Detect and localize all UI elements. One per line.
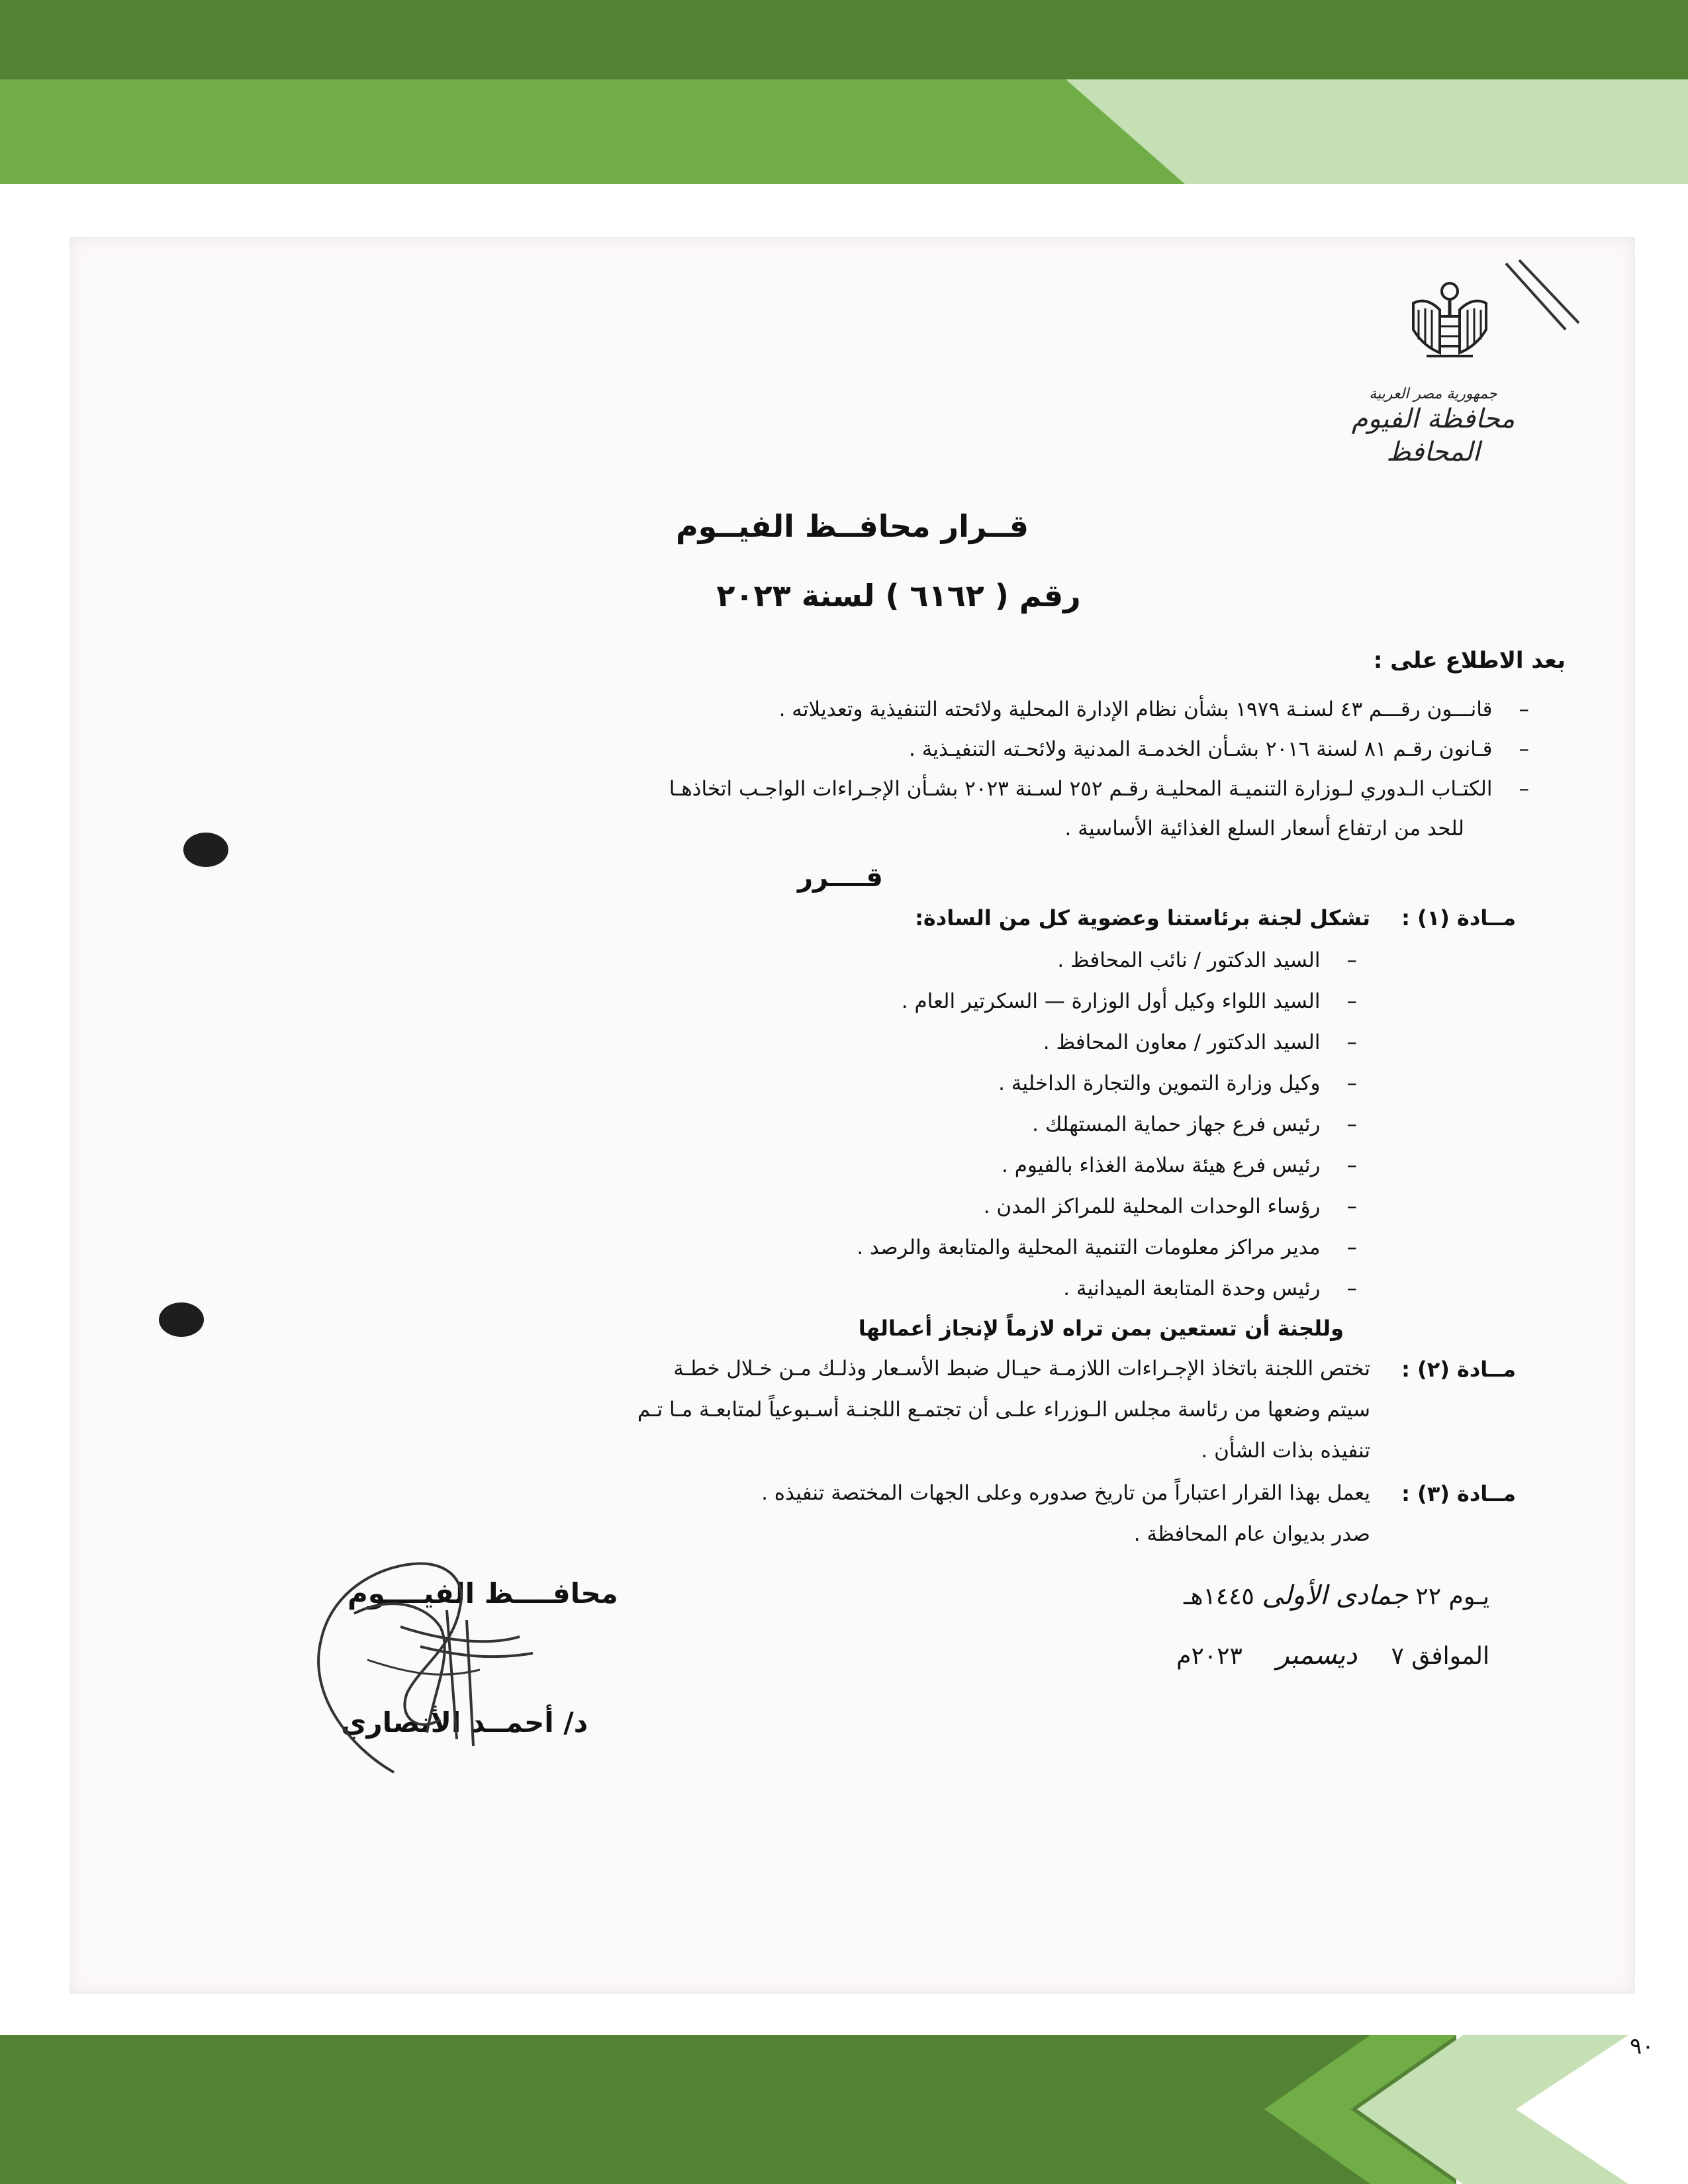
member-text: السيد الدكتور / معاون المحافظ .	[1043, 1030, 1321, 1054]
preamble-item-text: قانـــون رقـــم ٤٣ لسنـة ١٩٧٩ بشأن نظام الإدارة المحلية ولائحته التنفيذية وتعديلاته .	[778, 698, 1493, 721]
hijri-date	[1184, 1580, 1489, 1611]
member-item: –السيد الدكتور / نائب المحافظ .	[1057, 948, 1357, 972]
gregorian-day-label: الموافق ٧	[1391, 1643, 1489, 1670]
article-2-line: سيتم وضعها من رئاسة مجلس الـوزراء علـى أن تجتمـع اللجنـة أسـبوعياً لمتابعـة مـا تـم	[637, 1398, 1370, 1422]
hijri-month-handwritten: جمادى الأولى	[1262, 1580, 1408, 1611]
handwritten-signature	[268, 1494, 586, 1799]
signatory-name: د/ أحمــد الأنصاري	[341, 1706, 588, 1739]
punch-hole	[183, 833, 228, 867]
member-item: –رئيس فرع جهاز حماية المستهلك .	[1032, 1113, 1357, 1136]
header-dark-stripe	[0, 0, 1688, 79]
article-1-closing: وللجنة أن تستعين بمن تراه لازماً لإنجاز أعمالها	[858, 1316, 1344, 1341]
member-text: وكيل وزارة التموين والتجارة الداخلية .	[998, 1071, 1321, 1095]
article-1-text: تشكل لجنة برئاستنا وعضوية كل من السادة:	[915, 905, 1370, 931]
hijri-year: ١٤٤٥هـ	[1183, 1583, 1254, 1610]
preamble-item: –الكتـاب الـدوري لـوزارة التنميـة المحليـة رقـم ٢٥٢ لسـنة ٢٠٢٣ بشـأن الإجـراءات الواجـب اتخاذهـا	[669, 777, 1529, 801]
gregorian-year: ٢٠٢٣م	[1176, 1643, 1243, 1670]
letterhead-office: المحافظ	[1386, 437, 1480, 467]
member-text: رئيس وحدة المتابعة الميدانية .	[1063, 1277, 1321, 1300]
article-2-line: تنفيذه بذات الشأن .	[1201, 1439, 1370, 1463]
letterhead-governorate: محافظة الفيوم	[1351, 404, 1515, 434]
member-item: –وكيل وزارة التموين والتجارة الداخلية .	[998, 1071, 1357, 1095]
article-3-text: يعمل بهذا القرار اعتباراً من تاريخ صدوره وعلى الجهات المختصة تنفيذه .	[761, 1481, 1370, 1505]
article-3-issued: صدر بديوان عام المحافظة .	[1133, 1522, 1370, 1546]
member-text: رئيس فرع هيئة سلامة الغذاء بالفيوم .	[1002, 1154, 1321, 1177]
corner-check-marks	[1499, 257, 1585, 343]
gregorian-date	[1176, 1640, 1489, 1670]
member-item: –مدير مراكز معلومات التنمية المحلية والمتابعة والرصد .	[857, 1236, 1357, 1259]
preamble-item: –قانـــون رقـــم ٤٣ لسنـة ١٩٧٩ بشأن نظام الإدارة المحلية ولائحته التنفيذية وتعديلاته .	[778, 698, 1529, 721]
preamble-heading: بعد الاطلاع على :	[1373, 647, 1566, 674]
member-text: مدير مراكز معلومات التنمية المحلية والمتابعة والرصد .	[857, 1236, 1321, 1259]
punch-hole	[159, 1302, 204, 1337]
member-text: رئيس فرع جهاز حماية المستهلك .	[1032, 1113, 1321, 1136]
footer-stripe	[0, 2035, 1456, 2184]
footer-band	[0, 2035, 1688, 2184]
preamble-item-text: قـانون رقـم ٨١ لسنة ٢٠١٦ بشـأن الخدمـة المدنية ولائحـته التنفيـذية .	[909, 737, 1493, 761]
gregorian-month-handwritten: ديسمبر	[1276, 1640, 1358, 1670]
member-item: –السيد اللواء وكيل أول الوزارة — السكرتير العام .	[901, 989, 1357, 1013]
article-3-label: مــادة (٣) :	[1401, 1481, 1516, 1506]
letterhead-country: جمهورية مصر العربية	[1369, 386, 1497, 402]
egypt-eagle-emblem-icon	[1400, 277, 1499, 369]
article-1-label: مــادة (١) :	[1401, 905, 1516, 931]
signatory-role: محافــــظ الفيــــوم	[348, 1577, 618, 1610]
header-band	[0, 0, 1688, 185]
member-item: –رئيس فرع هيئة سلامة الغذاء بالفيوم .	[1002, 1154, 1357, 1177]
decree-title: قــرار محافــظ الفيــوم	[675, 508, 1029, 544]
scanned-decree-sheet	[70, 237, 1635, 1994]
page-number: ٩٠	[1630, 2033, 1654, 2060]
article-2-label: مــادة (٢) :	[1401, 1357, 1516, 1382]
member-item: –السيد الدكتور / معاون المحافظ .	[1043, 1030, 1357, 1054]
member-text: السيد الدكتور / نائب المحافظ .	[1057, 948, 1321, 972]
letterhead-text	[1347, 386, 1519, 467]
hijri-day-label: يـوم ٢٢	[1415, 1583, 1489, 1610]
member-text: رؤساء الوحدات المحلية للمراكز المدن .	[983, 1195, 1321, 1218]
decree-number: رقم ( ٦١٦٢ ) لسنة ٢٠٢٣	[716, 578, 1081, 614]
preamble-item-text: الكتـاب الـدوري لـوزارة التنميـة المحليـة رقـم ٢٥٢ لسـنة ٢٠٢٣ بشـأن الإجـراءات الواجـب اتخاذهـا	[669, 777, 1493, 801]
member-text: السيد اللواء وكيل أول الوزارة — السكرتير العام .	[901, 989, 1321, 1013]
member-item: –رؤساء الوحدات المحلية للمراكز المدن .	[983, 1195, 1357, 1218]
preamble-item-continuation: للحد من ارتفاع أسعار السلع الغذائية الأساسية .	[1064, 817, 1464, 841]
decided-heading: قــــرر	[798, 862, 883, 893]
article-2-line: تختص اللجنة باتخاذ الإجـراءات اللازمـة حيـال ضبط الأسـعار وذلـك مـن خـلال خطـة	[673, 1357, 1370, 1381]
preamble-item: –قـانون رقـم ٨١ لسنة ٢٠١٦ بشـأن الخدمـة المدنية ولائحـته التنفيـذية .	[909, 737, 1529, 761]
member-item: –رئيس وحدة المتابعة الميدانية .	[1063, 1277, 1357, 1300]
